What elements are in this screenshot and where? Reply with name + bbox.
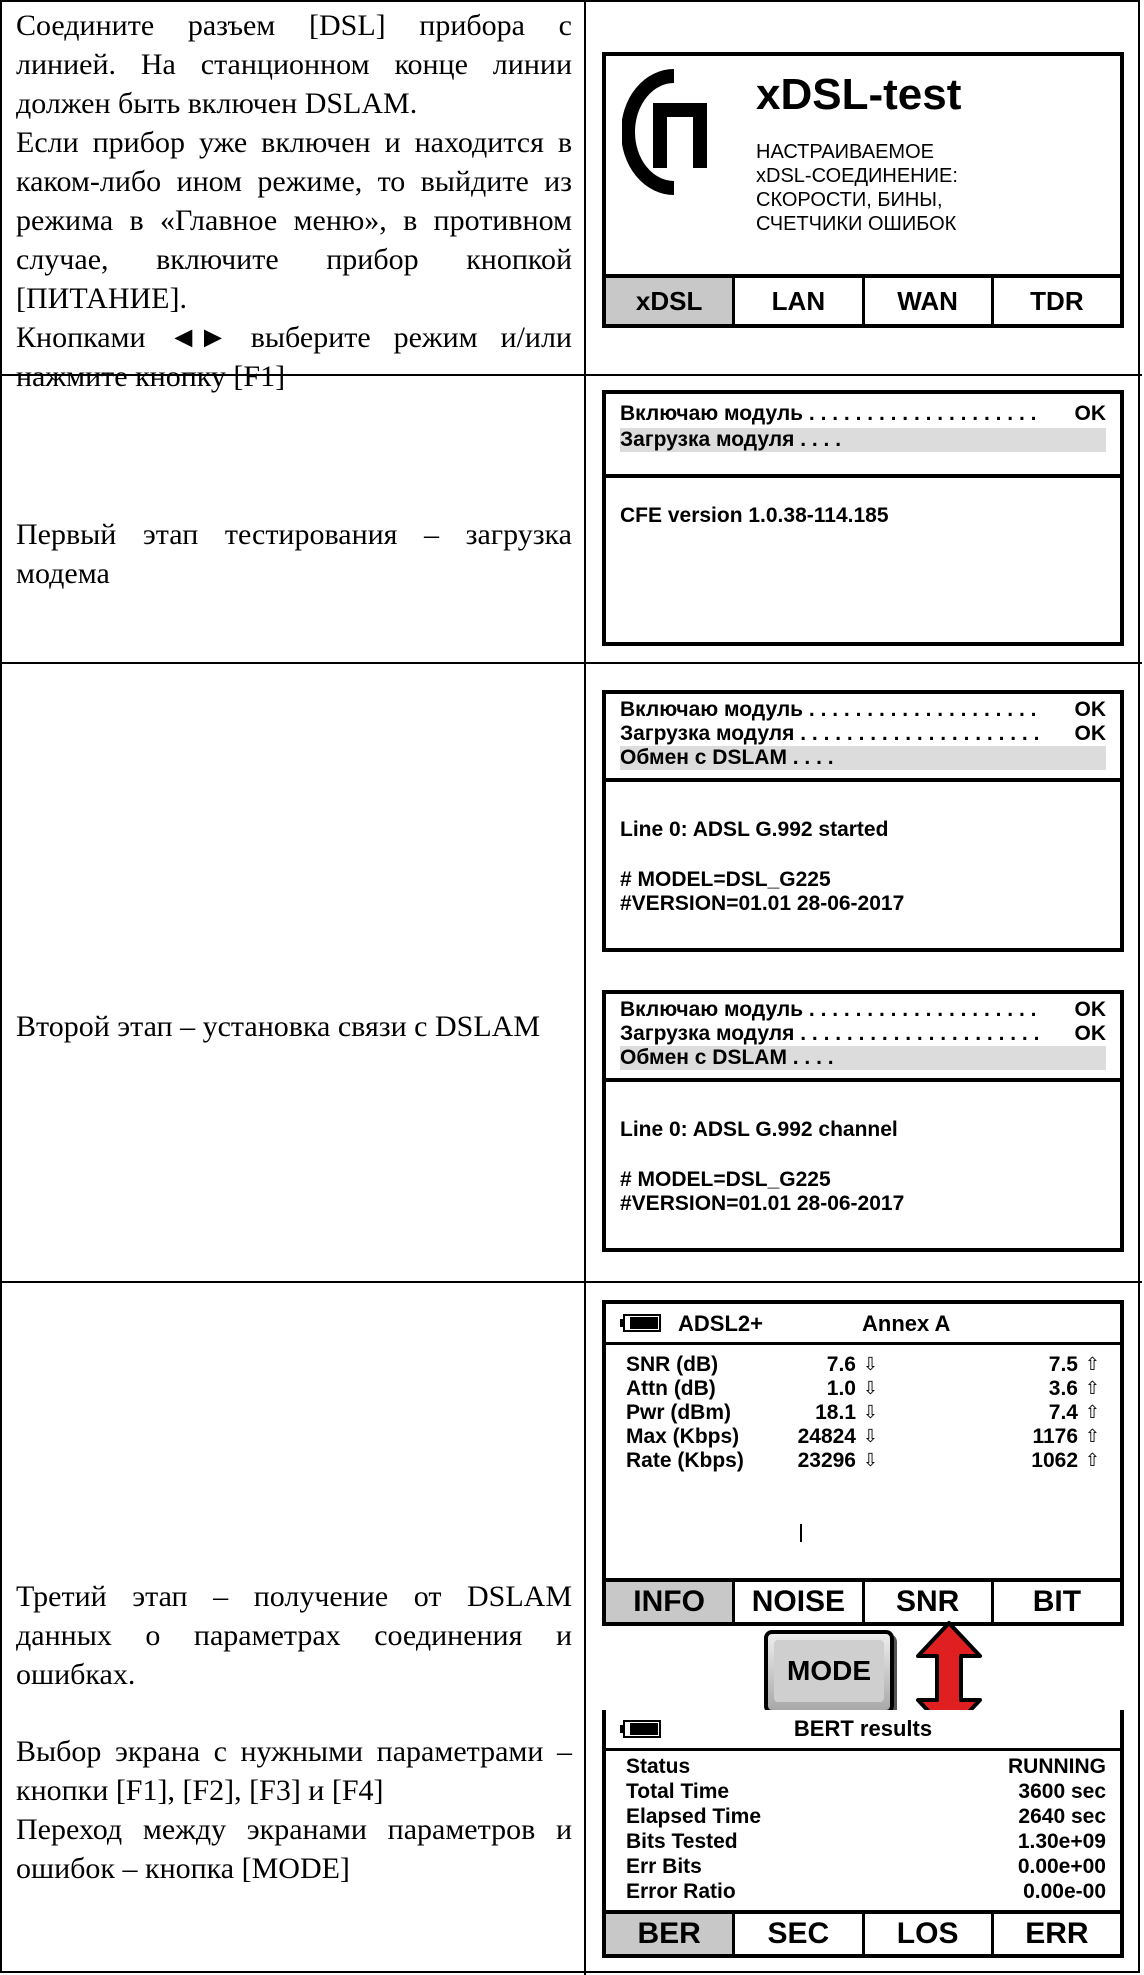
bert-row [626, 1829, 1106, 1854]
down-arrow-icon: ⇩ [862, 1354, 878, 1374]
status-ok: OK [1074, 998, 1106, 1021]
tab-ber[interactable]: BER [606, 1914, 732, 1954]
paragraph: Третий этап – получение от DSLAM данных о параметрах соединения и ошибках. [16, 1580, 572, 1691]
upstream-value: 7.5 [1048, 1353, 1078, 1376]
status-label: Загрузка модуля . . . . [620, 428, 842, 451]
device-screen-loading [602, 390, 1124, 646]
adsl-mode: ADSL2+ [678, 1311, 763, 1336]
bert-row [626, 1804, 1106, 1829]
row-label: Err Bits [626, 1855, 702, 1878]
row-divider [2, 1281, 1142, 1283]
up-arrow-icon: ⇧ [1084, 1354, 1100, 1374]
status-line [620, 1022, 1106, 1046]
up-arrow-icon: ⇧ [1084, 1402, 1100, 1422]
device-screen-channel [602, 990, 1124, 1252]
screen-separator [606, 474, 1120, 478]
tab-err[interactable]: ERR [991, 1914, 1120, 1954]
bert-header-bar [606, 1710, 1120, 1751]
battery-icon [620, 1314, 662, 1332]
row-label: Attn (dB) [626, 1377, 716, 1400]
status-dots: . . . . . . . . . . . . . . . . . . . . . [794, 722, 1040, 745]
screen-separator [606, 1078, 1120, 1082]
status-label: Обмен с DSLAM . . . . [620, 1046, 834, 1069]
cursor-marker [800, 1524, 802, 1542]
status-dots: . . . . . . . . . . . . . . . . . . . . [803, 402, 1037, 425]
tab-xdsl[interactable]: xDSL [606, 278, 732, 324]
step-3-text [16, 1577, 572, 1888]
bert-row [626, 1779, 1106, 1804]
status-ok: OK [1074, 1022, 1106, 1045]
status-ok: OK [1074, 698, 1106, 721]
status-dots: . . . . . . . . . . . . . . . . . . . . [803, 698, 1037, 721]
row-label: Rate (Kbps) [626, 1449, 744, 1472]
paragraph: Переход между экранами параметров и ошибок – кнопка [MODE] [16, 1813, 572, 1885]
row-value: 1.30e+09 [1017, 1830, 1106, 1853]
up-arrow-icon: ⇧ [1084, 1378, 1100, 1398]
version-line: #VERSION=01.01 28-06-2017 [620, 1192, 905, 1215]
row-label: SNR (dB) [626, 1353, 719, 1376]
paragraph: Второй этап – установка связи с DSLAM [16, 1010, 540, 1043]
step-1-text [16, 515, 572, 593]
row-value: 0.00e+00 [1017, 1855, 1106, 1878]
down-arrow-icon: ⇩ [862, 1426, 878, 1446]
status-dots: . . . . . . . . . . . . . . . . . . . . [803, 998, 1037, 1021]
info-header [606, 1304, 1120, 1345]
screen-separator [606, 778, 1120, 782]
tab-tdr[interactable]: TDR [991, 278, 1120, 324]
paragraph: Кнопками ◄► выберите режим и/или нажмите кнопку [F1] [16, 321, 572, 393]
row-label: Status [626, 1755, 691, 1778]
bert-body [602, 1710, 1124, 1958]
tab-wan[interactable]: WAN [862, 278, 991, 324]
downstream-value: 18.1 [815, 1401, 856, 1424]
status-label: Включаю модуль [620, 698, 804, 721]
model-line: # MODEL=DSL_G225 [620, 1168, 831, 1191]
row-label: Bits Tested [626, 1830, 738, 1853]
status-ok: OK [1074, 722, 1106, 745]
description-line: xDSL-СОЕДИНЕНИЕ: [756, 165, 958, 187]
model-line: # MODEL=DSL_G225 [620, 868, 831, 891]
info-tabs [606, 1578, 1120, 1622]
status-ok: OK [1074, 402, 1106, 425]
row-label: Error Ratio [626, 1880, 736, 1903]
row-value: 3600 sec [1018, 1780, 1106, 1803]
device-screen-info [602, 1300, 1124, 1626]
info-row-snr [626, 1352, 1106, 1377]
info-row-max [626, 1424, 1106, 1449]
status-line [620, 698, 1106, 722]
status-label: Обмен с DSLAM . . . . [620, 746, 834, 769]
description-line: СЧЕТЧИКИ ОШИБОК [756, 213, 957, 235]
up-arrow-icon: ⇧ [1084, 1426, 1100, 1446]
annex-label: Annex A [862, 1311, 951, 1336]
bert-row [626, 1754, 1106, 1779]
app-title: xDSL-test [756, 70, 962, 119]
status-label: Включаю модуль [620, 402, 804, 425]
row-value: RUNNING [1008, 1755, 1106, 1778]
status-dots: . . . . . . . . . . . . . . . . . . . . . [794, 1022, 1040, 1045]
device-screen-main [602, 52, 1124, 328]
status-line [620, 998, 1106, 1022]
tab-noise[interactable]: NOISE [732, 1582, 861, 1622]
status-label: Загрузка модуля [620, 1022, 795, 1045]
bert-tabs [606, 1910, 1120, 1954]
row-value: 0.00e-00 [1023, 1880, 1106, 1903]
line-status: Line 0: ADSL G.992 channel [620, 1118, 898, 1141]
row-label: Elapsed Time [626, 1805, 762, 1828]
tab-info[interactable]: INFO [606, 1582, 732, 1622]
downstream-value: 24824 [797, 1425, 856, 1448]
tab-sec[interactable]: SEC [732, 1914, 861, 1954]
down-arrow-icon: ⇩ [862, 1378, 878, 1398]
down-arrow-icon: ⇩ [862, 1402, 878, 1422]
paragraph: Если прибор уже включен и находится в каком-либо ином режиме, то выйдите из режима в «Главное меню», в противном случае, включите прибор кнопкой [ПИТАНИЕ]. [16, 126, 572, 315]
paragraph: Соедините разъем [DSL] прибора с линией. На станционном конце линии должен быть включен DSLAM. [16, 9, 572, 120]
mode-button-label: MODE [774, 1640, 884, 1702]
upstream-value: 3.6 [1048, 1377, 1078, 1400]
mode-button[interactable] [764, 1630, 894, 1714]
row-value: 2640 sec [1018, 1805, 1106, 1828]
status-line [620, 402, 1106, 426]
column-divider [584, 2, 586, 1975]
status-line-active [620, 1046, 1106, 1070]
paragraph: Первый этап тестирования – загрузка модема [16, 518, 572, 590]
upstream-value: 1176 [1032, 1425, 1078, 1448]
tab-los[interactable]: LOS [862, 1914, 991, 1954]
description-line: СКОРОСТИ, БИНЫ, [756, 189, 943, 211]
row-label: Max (Kbps) [626, 1425, 740, 1448]
status-line-active [620, 428, 1106, 452]
bert-title-text: BERT results [793, 1716, 933, 1741]
line-status: Line 0: ADSL G.992 started [620, 818, 889, 841]
status-line-active [620, 746, 1106, 770]
step-intro-text [16, 6, 572, 396]
mode-tabs [606, 274, 1120, 324]
info-row-pwr [626, 1400, 1106, 1425]
row-label: Pwr (dBm) [626, 1401, 731, 1424]
downstream-value: 23296 [797, 1449, 856, 1472]
up-arrow-icon: ⇧ [1084, 1450, 1100, 1470]
paragraph: Выбор экрана с нужными параметрами – кнопки [F1], [F2], [F3] и [F4] [16, 1735, 572, 1807]
step-2-text [16, 1007, 572, 1046]
status-label: Загрузка модуля [620, 722, 795, 745]
upstream-value: 7.4 [1048, 1401, 1078, 1424]
upstream-value: 1062 [1031, 1449, 1078, 1472]
row-divider [2, 662, 1142, 664]
bert-row [626, 1854, 1106, 1879]
info-row-attn [626, 1376, 1106, 1401]
down-arrow-icon: ⇩ [862, 1450, 878, 1470]
description-line: НАСТРАИВАЕМОЕ [756, 141, 934, 163]
row-label: Total Time [626, 1780, 730, 1803]
tab-snr[interactable]: SNR [862, 1582, 991, 1622]
app-description [756, 140, 958, 236]
device-screen-started [602, 690, 1124, 952]
tab-lan[interactable]: LAN [732, 278, 861, 324]
version-line: #VERSION=01.01 28-06-2017 [620, 892, 905, 915]
bert-row [626, 1879, 1106, 1904]
info-row-rate [626, 1448, 1106, 1473]
downstream-value: 7.6 [826, 1353, 856, 1376]
cfe-version: CFE version 1.0.38-114.185 [620, 504, 889, 527]
logo-icon [622, 68, 726, 196]
status-label: Включаю модуль [620, 998, 804, 1021]
tab-bit[interactable]: BIT [991, 1582, 1120, 1622]
downstream-value: 1.0 [826, 1377, 856, 1400]
status-line [620, 722, 1106, 746]
